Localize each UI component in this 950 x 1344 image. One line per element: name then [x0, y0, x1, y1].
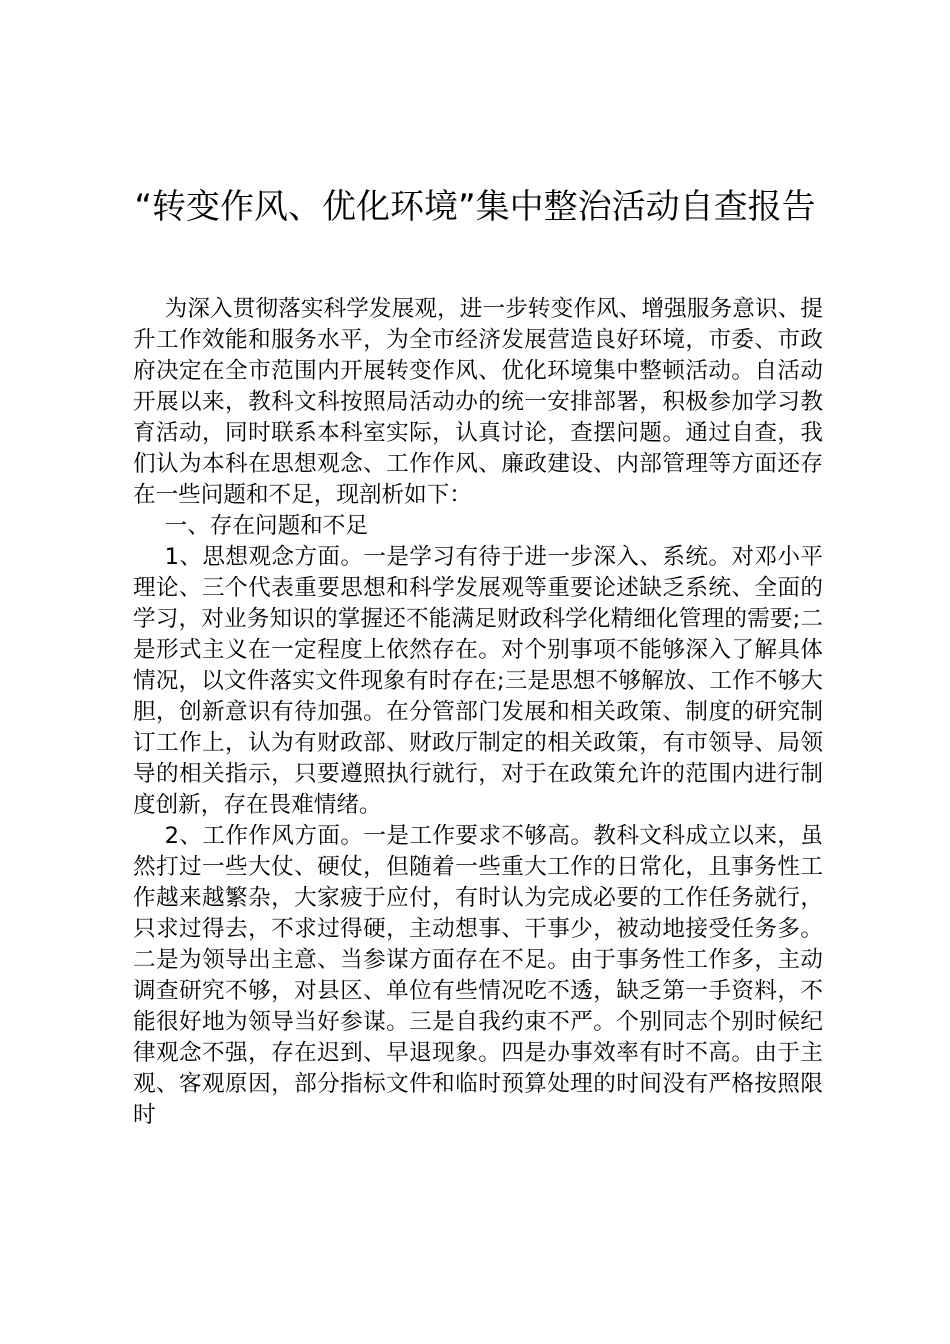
intro-paragraph: 为深入贯彻落实科学发展观，进一步转变作风、增强服务意识、提升工作效能和服务水平，为全市经济发展营造良好环境，市委、市政府决定在全市范围内开展转变作风、优化环境集中整顿活动。自活动开展以来，教科文科按照局活动办的统一安排部署，积极参加学习教育活动，同时联系本科室实际，认真讨论，查摆问题。通过自查，我们认为本科在思想观念、工作作风、廉政建设、内部管理等方面还存在一些问题和不足，现剖析如下：: [133, 296, 823, 508]
document-body: [133, 294, 823, 1131]
ideology-paragraph: 1、思想观念方面。一是学习有待于进一步深入、系统。对邓小平理论、三个代表重要思想和科学发展观等重要论述缺乏系统、全面的学习，对业务知识的掌握还不能满足财政科学化精细化管理的需要;二是形式主义在一定程度上依然存在。对个别事项不能够深入了解具体情况，以文件落实文件现象有时存在;三是思想不够解放、工作不够大胆，创新意识有待加强。在分管部门发展和相关政策、制度的研究制订工作上，认为有财政部、财政厅制定的相关政策，有市领导、局领导的相关指示，只要遵照执行就行，对于在政策允许的范围内进行制度创新，存在畏难情绪。: [133, 544, 823, 818]
section-heading: 一、存在问题和不足: [164, 513, 368, 539]
work-style-paragraph: 2、工作作风方面。一是工作要求不够高。教科文科成立以来，虽然打过一些大仗、硬仗，但随着一些重大工作的日常化，且事务性工作越来越繁杂，大家疲于应付，有时认为完成必要的工作任务就行，只求过得去，不求过得硬，主动想事、干事少，被动地接受任务多。二是为领导出主意、当参谋方面存在不足。由于事务性工作多，主动调查研究不够，对县区、单位有些情况吃不透，缺乏第一手资料，不能很好地为领导当好参谋。三是自我约束不严。个别同志个别时候纪律观念不强，存在迟到、早退现象。四是办事效率有时不高。由于主观、客观原因，部分指标文件和临时预算处理的时间没有严格按照限时: [133, 823, 823, 1128]
document-title: “转变作风、优化环境”集中整治活动自查报告: [134, 187, 816, 227]
